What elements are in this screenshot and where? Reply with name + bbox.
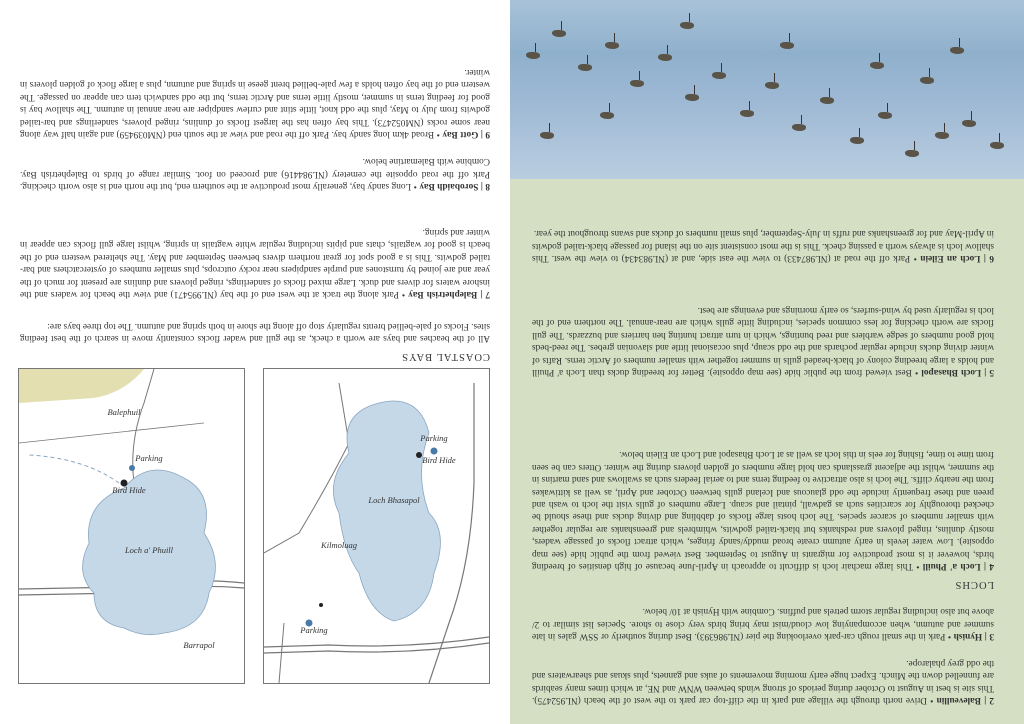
site-2-paragraph [532, 656, 994, 706]
site-9-heading: 9 | Gott Bay [442, 129, 490, 139]
site-9-paragraph [20, 66, 490, 140]
site-4-text: • This large machair loch is difficult to approach in April-June because of high densities of breeding birds, however it is most productive for migrants in August to September. Best viewed from the public hide (see map opposite). Low water levels in early autumn create broad muddy/sandy fringes, which attract flocks of passage waders, mostly dunlins, ringed plovers and redshanks but black-tailed godwits, whimbrels and greenshanks are regular together with smaller numbers of scarcer species. The loch hosts large flocks of dabbling and diving ducks and these should be checked thoroughly for scarcities such as gadwall, pintail and scaup. Large numbers of gulls visit the loch to wash and preen and these frequently include the odd glaucous and Iceland gulls between October and April, as well as kittiwakes from the nearby cliffs. The loch is also attractive to feeding terns and to aerial feeders such as swallows and sand martins in the summer, whilst the adjacent grasslands can hold large numbers of golden plovers during the winter. Otters can be seen from time to time, fishing for eels in this loch as well as at Loch Bhasapol and Loch an Eilein below. [531, 449, 994, 571]
site-7-text: • Park along the track at the west end of the bay (NL995471) and view the beach for waders and the inshore waters for divers and duck. Large mixed flocks of sanderlings, ringed plovers and dunlins are present for much of the year and are joined by turnstones and purple sandpipers near rocky outcrops, plus smaller numbers of oystercatchers and bar-tailed godwits. This is a good spot for great northern divers between September and May. The sheltered western end of the beach is good for wagtails, chats and pipits including regular white wagtails in spring, whilst large gull flocks can appear in winter and spring. [20, 226, 490, 299]
map2-place-bottom-label: Barrapol [183, 640, 215, 650]
site-8-paragraph [20, 155, 490, 192]
green-text-panel [510, 179, 1024, 724]
map-loch-a-phuill [18, 368, 245, 684]
right-page [0, 0, 510, 724]
map2-parking-label: Parking [135, 453, 163, 463]
map1-parking-top-label: Parking [420, 433, 448, 443]
site-7-heading: 7 | Balephetrish Bay [408, 289, 490, 299]
site-6-heading: 6 | Loch an Eilein [920, 253, 994, 263]
site-6-text: • Park off the road at (NL987433) to view the east side, and at (NL983434) to view the west. This shallow loch is always worth a passing check. This is the most consistent site on the island for passage black-tailed godwits in April-May and for greenshanks and ruffs in July-September, plus small numbers of ducks and swans throughout the year. [532, 228, 994, 263]
site-7-paragraph [20, 226, 490, 300]
site-5-paragraph [532, 304, 994, 378]
map1-hide-label: Bird Hide [422, 455, 456, 465]
site-4-paragraph [532, 448, 994, 572]
map2-hide-label: Bird Hide [112, 485, 146, 495]
map2-loch-label: Loch a' Phuill [124, 545, 174, 555]
site-9-text: • Broad 4km long sandy bay. Park off the road and view at the south end (NM039459) and again half way along near some rocks (NM052473). This bay often has the largest flocks of dunlins, ringed plovers, sanderlings and bar-tailed godwits from July to May, plus the odd knot, little stint and curlew sandpiper are near annual in autumn. The shallow bay is good for feeding terns in summer, mostly little terns and Arctic terns, but the odd sandwich tern can appear on passage. The western end of the bay often holds a few pale-bellied brent geese in spring and autumn, plus a large flock of golden plovers in winter. [20, 66, 490, 139]
lochs-heading: LOCHS [954, 579, 994, 590]
site-8-heading: 8 | Sorobaidh Bay [419, 181, 490, 191]
wader-flock-photo [510, 0, 1024, 179]
site-8-text: • Long sandy bay, generally most productive at the southern end, but the north end is also worth checking. Park off the road opposite the cemetery (NL984416) and proceed on foot. Similar range of birds to Balephetrish Bay. Combine with Balemartine below. [20, 156, 490, 191]
map1-loch-label: Loch Bhasapol [368, 495, 420, 505]
coastal-bays-heading: COASTAL BAYS [401, 351, 490, 362]
coastal-intro-paragraph: All of the beaches and bays are worth a check, as the gull and wader flocks constantly move in search of the best feeding sites. Flocks of pale-bellied brents regularly stop off along the shore in both spring and autumn. The top three bays are: [20, 320, 490, 343]
site-2-text: • Drive north through the village and park in the cliff-top car park to the west of the beach (NL952475). This site is best in August to October during periods of strong winds between WNW and NE, at which times many seabirds are funnelled down the Minch. Expect huge early morning movements of auks and gannets, plus skuas and shearwaters and the odd grey phalarope. [532, 657, 994, 705]
site-2-heading: 2 | Baleveullin [936, 695, 994, 705]
map1-place-label: Kilmoluag [321, 540, 357, 550]
map2-place-top-label: Balephuil [107, 407, 141, 417]
site-3-heading: 3 | Hynish [953, 631, 994, 641]
site-5-heading: 5 | Loch Bhasapol [921, 367, 994, 377]
site-6-paragraph [532, 227, 994, 264]
map1-parking-bottom-label: Parking [300, 625, 328, 635]
site-5-text: • Best viewed from the public hide (see map opposite). Better for breeding ducks than Loch a' Phuill and holds a large breeding colony of black-headed gulls in summer together with smaller numbers of Arctic terns. Rafts of winter diving ducks include regular pochards and the odd scaup, plus occasional little and slavonian grebes. The reed-beds hold good numbers of sedge warblers and reed buntings, which in turn attract hunting hen harriers and buzzards. The gull flocks are worth checking for less common species, including little gulls which are near-annual. The northern end of the loch is regularly used by wind-surfers, so early mornings and evenings are best. [532, 304, 994, 377]
map-loch-bhasapol-svg [264, 369, 489, 683]
site-4-heading: 4 | Loch a' Phuill [922, 561, 994, 571]
map-loch-bhasapol [263, 368, 490, 684]
map-loch-a-phuill-svg [19, 369, 244, 683]
site-3-paragraph [532, 605, 994, 642]
site-3-text: • Park in the small rough car-park overlooking the pier (NL986393). Best during southerly or SSW gales in late summer and autumn, when accompanying low cloud/mist may bring birds very close to shore. Species list similar to 2/ above but also including regular storm petrels and puffins. Combine with Hynish at 10/ below. [532, 606, 994, 641]
